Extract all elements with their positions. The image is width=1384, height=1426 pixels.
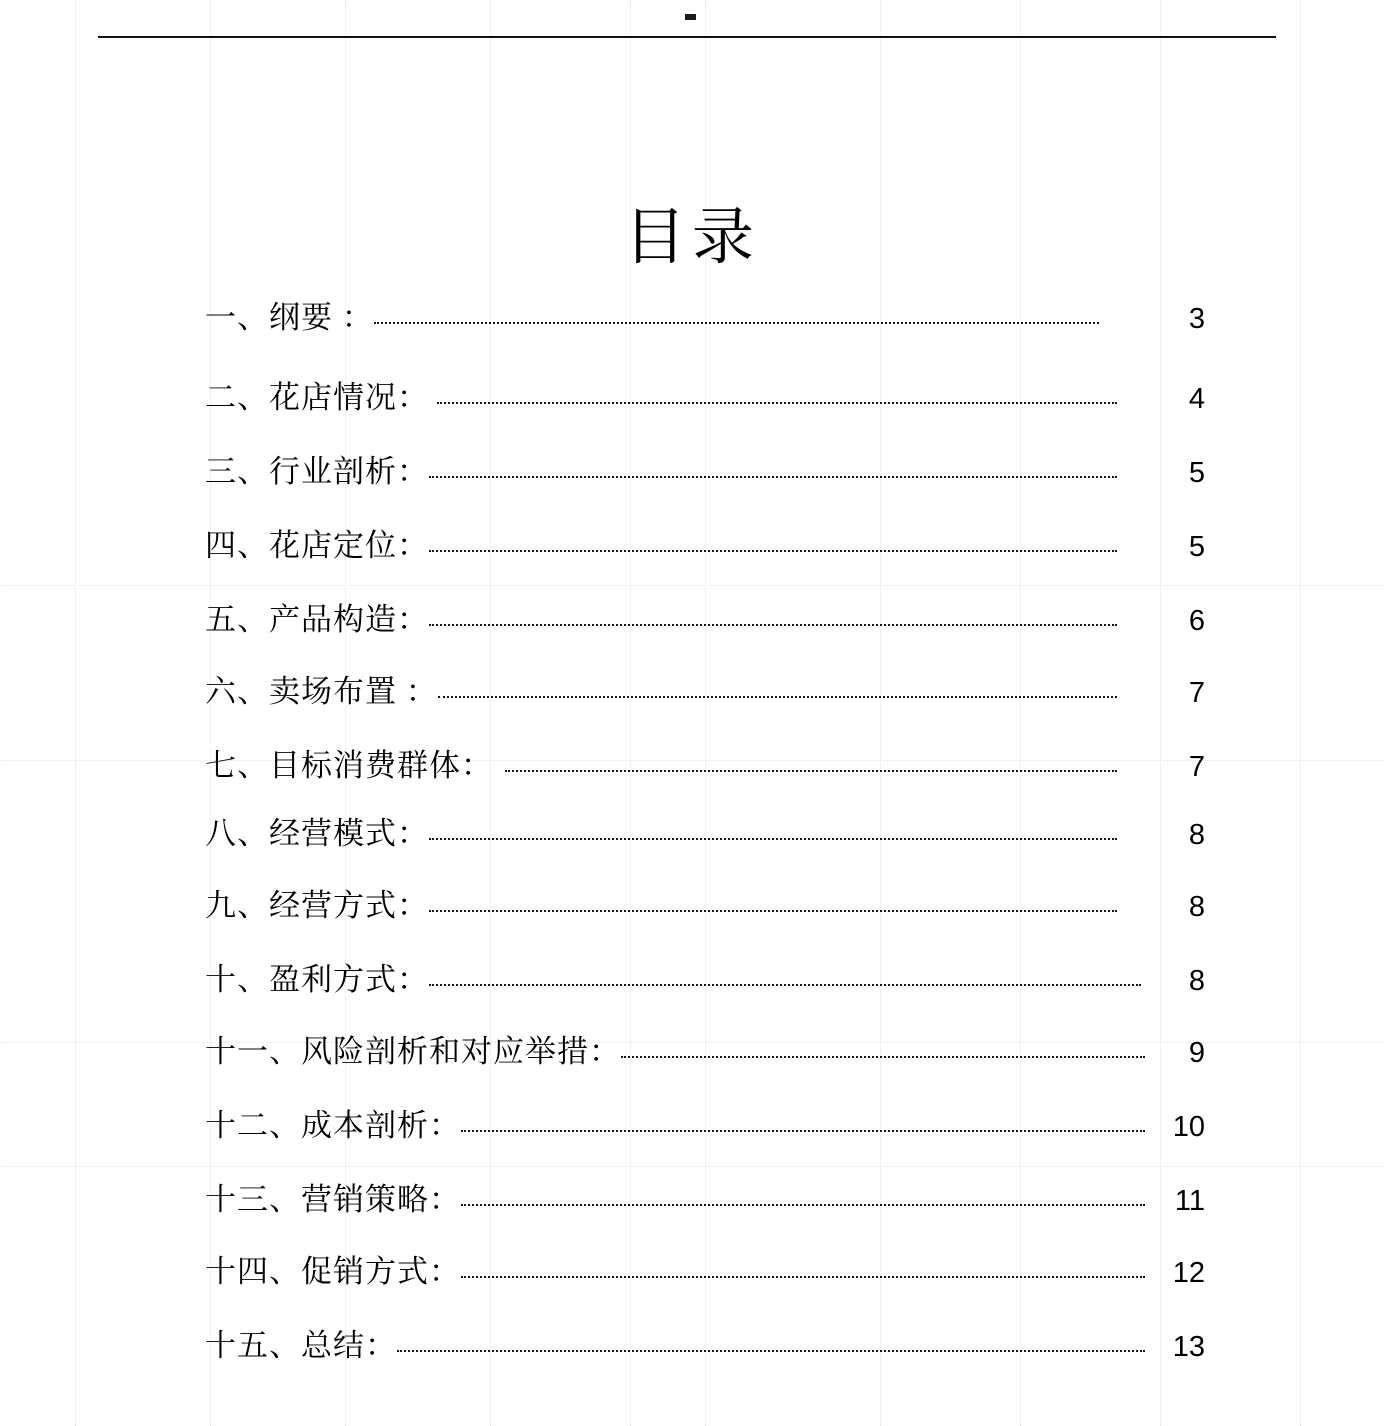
toc-leader-dots xyxy=(429,983,1141,986)
toc-entry-label: 二、花店情况： xyxy=(205,380,429,415)
toc-entry[interactable] xyxy=(205,958,1205,1002)
toc-entry-label: 十五、总结： xyxy=(205,1328,397,1363)
guide-line-horizontal xyxy=(0,1166,1384,1167)
toc-entry[interactable] xyxy=(205,1324,1205,1368)
header-mark-icon xyxy=(685,14,696,20)
toc-entry[interactable] xyxy=(205,450,1205,494)
toc-leader-dots xyxy=(397,1349,1145,1352)
toc-entry-page-number: 13 xyxy=(1172,1331,1205,1363)
toc-entry-page-number: 10 xyxy=(1172,1111,1205,1143)
guide-line-horizontal xyxy=(0,585,1384,586)
toc-entry-label: 十三、营销策略： xyxy=(205,1182,461,1217)
toc-entry-label: 四、花店定位： xyxy=(205,528,429,563)
toc-leader-dots xyxy=(429,837,1117,840)
toc-leader-dots xyxy=(429,549,1117,552)
toc-entry[interactable] xyxy=(205,524,1205,568)
toc-entry[interactable] xyxy=(205,1104,1205,1148)
toc-entry-label: 十二、成本剖析： xyxy=(205,1108,461,1143)
toc-leader-dots xyxy=(438,695,1117,698)
toc-entry-label: 五、产品构造： xyxy=(205,602,429,637)
toc-entry[interactable] xyxy=(205,812,1205,856)
toc-entry[interactable] xyxy=(205,1178,1205,1222)
toc-entry-label: 七、目标消费群体： xyxy=(205,748,493,783)
toc-entry-label: 八、经营模式： xyxy=(205,816,429,851)
toc-entry-page-number: 8 xyxy=(1188,891,1205,923)
toc-leader-dots xyxy=(429,909,1117,912)
page-title: 目录 xyxy=(623,204,760,272)
toc-entry-label: 九、经营方式： xyxy=(205,888,429,923)
toc-leader-dots xyxy=(429,623,1117,626)
toc-entry-page-number: 7 xyxy=(1188,751,1205,783)
toc-entry-label: 十、盈利方式： xyxy=(205,962,429,997)
toc-entry-label: 十一、风险剖析和对应举措： xyxy=(205,1034,621,1069)
header-rule-divider xyxy=(98,36,1276,38)
toc-entry[interactable] xyxy=(205,1030,1205,1074)
toc-entry[interactable] xyxy=(205,376,1205,420)
toc-entry-page-number: 3 xyxy=(1188,303,1205,335)
toc-entry-page-number: 9 xyxy=(1188,1037,1205,1069)
toc-entry-label: 六、卖场布置 ： xyxy=(205,674,438,709)
toc-leader-dots xyxy=(461,1275,1145,1278)
toc-entry[interactable] xyxy=(205,296,1205,340)
toc-entry-page-number: 7 xyxy=(1188,677,1205,709)
toc-entry-page-number: 8 xyxy=(1188,819,1205,851)
toc-entry-page-number: 12 xyxy=(1172,1257,1205,1289)
toc-leader-dots xyxy=(505,769,1117,772)
toc-leader-dots xyxy=(461,1129,1145,1132)
toc-entry-page-number: 6 xyxy=(1188,605,1205,637)
toc-entry-page-number: 8 xyxy=(1188,965,1205,997)
toc-entry-label: 一、纲要 ： xyxy=(205,300,374,335)
toc-entry[interactable] xyxy=(205,670,1205,714)
toc-entry-page-number: 4 xyxy=(1188,383,1205,415)
toc-leader-dots xyxy=(461,1203,1145,1206)
toc-entry-label: 三、行业剖析： xyxy=(205,454,429,489)
toc-entry[interactable] xyxy=(205,1250,1205,1294)
toc-leader-dots xyxy=(374,321,1099,324)
toc-entry[interactable] xyxy=(205,598,1205,642)
toc-leader-dots xyxy=(621,1055,1145,1058)
toc-entry-label: 十四、促销方式： xyxy=(205,1254,461,1289)
toc-entry-page-number: 5 xyxy=(1188,531,1205,563)
toc-leader-dots xyxy=(429,475,1117,478)
toc-entry[interactable] xyxy=(205,744,1205,788)
toc-leader-dots xyxy=(437,401,1117,404)
toc-entry-page-number: 5 xyxy=(1188,457,1205,489)
toc-entry[interactable] xyxy=(205,884,1205,928)
toc-entry-page-number: 11 xyxy=(1174,1185,1205,1217)
